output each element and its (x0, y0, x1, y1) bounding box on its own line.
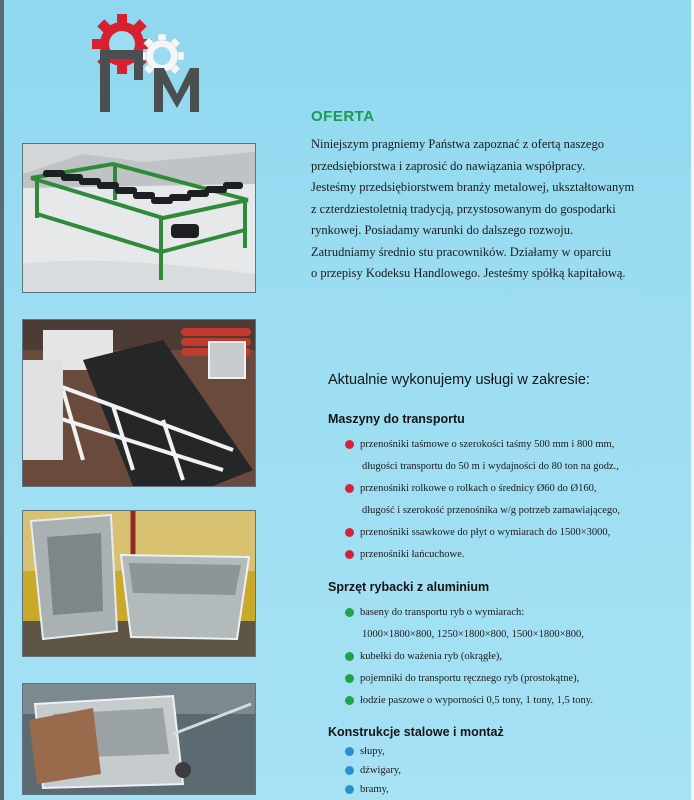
list-item-text: słupy, (360, 746, 385, 757)
intro-line: Jesteśmy przedsiębiorstwem branży metalowej, ukształtowanym (311, 180, 635, 194)
services-heading: Aktualnie wykonujemy usługi w zakresie: (328, 372, 590, 388)
company-logo (84, 8, 214, 118)
list-item (345, 478, 620, 522)
list-item-continuation: długości transportu do 50 m i wydajności do 80 ton na godz., (362, 461, 619, 472)
list-item (345, 434, 620, 478)
photo-aluminium-containers (22, 510, 256, 657)
section-title-transport: Maszyny do transportu (328, 412, 465, 426)
oferta-heading: OFERTA (311, 108, 375, 125)
intro-line: o przepisy Kodeksu Handlowego. Jesteśmy spółką kapitałową. (311, 266, 626, 280)
page-left-edge (0, 0, 4, 800)
steel-list (345, 742, 401, 799)
list-item (345, 690, 593, 712)
list-item-text: pojemniki do transportu ręcznego ryb (prostokątne), (360, 673, 580, 684)
photo-fish-tank (22, 683, 256, 795)
intro-line: przedsiębiorstwa i zaprosić do nawiązania współpracy. (311, 158, 586, 173)
bullet-icon (345, 674, 354, 683)
list-item-text: przenośniki łańcuchowe. (360, 549, 465, 560)
gear-icon (84, 8, 214, 118)
list-item-text: przenośniki taśmowe o szerokości taśmy 500 mm i 800 mm, (360, 439, 615, 450)
photo-belt-conveyor (22, 319, 256, 487)
list-item-text: dźwigary, (360, 765, 402, 776)
bullet-icon (345, 484, 354, 493)
list-item (345, 742, 401, 761)
bullet-icon (345, 608, 354, 617)
list-item (345, 544, 620, 566)
bullet-icon (345, 440, 354, 449)
section-title-fishing: Sprzęt rybacki z aluminium (328, 580, 490, 594)
list-item-text: przenośniki rolkowe o rolkach o średnicy Ø60 do Ø160, (360, 483, 597, 494)
intro-line: Niniejszym pragniemy Państwa zapoznać z ofertą naszego (311, 137, 604, 151)
bullet-icon (345, 652, 354, 661)
bullet-icon (345, 696, 354, 705)
intro-line: z czterdziestoletnią tradycją, przystosowanym do gospodarki (311, 201, 616, 216)
list-item-text: baseny do transportu ryb o wymiarach: (360, 607, 525, 618)
bullet-icon (345, 550, 354, 559)
list-item (345, 646, 593, 668)
bullet-icon (345, 766, 354, 775)
list-item-text: przenośniki ssawkowe do płyt o wymiarach do 1500×3000, (360, 527, 611, 538)
list-item-continuation: 1000×1800×800, 1250×1800×800, 1500×1800×800, (362, 629, 584, 640)
fishing-list (345, 602, 593, 712)
list-item (345, 761, 401, 780)
list-item-text: kubełki do ważenia ryb (okrągłe), (360, 651, 502, 662)
intro-line: Zatrudniamy średnio stu pracowników. Działamy w oparciu (311, 244, 612, 259)
list-item-text: łodzie paszowe o wyporności 0,5 tony, 1 tony, 1,5 tony. (360, 695, 594, 706)
list-item (345, 668, 593, 690)
bullet-icon (345, 785, 354, 794)
list-item (345, 780, 401, 799)
bullet-icon (345, 747, 354, 756)
list-item-text: bramy, (360, 784, 389, 795)
intro-paragraph (311, 134, 691, 285)
list-item (345, 602, 593, 646)
photo-roller-conveyor (22, 143, 256, 293)
list-item-continuation: długość i szerokość przenośnika w/g potrzeb zamawiającego, (362, 505, 621, 516)
list-item (345, 522, 620, 544)
intro-line: rynkowej. Posiadamy warunki do dalszego rozwoju. (311, 223, 574, 237)
section-title-steel: Konstrukcje stalowe i montaż (328, 725, 504, 739)
bullet-icon (345, 528, 354, 537)
transport-list (345, 434, 620, 566)
